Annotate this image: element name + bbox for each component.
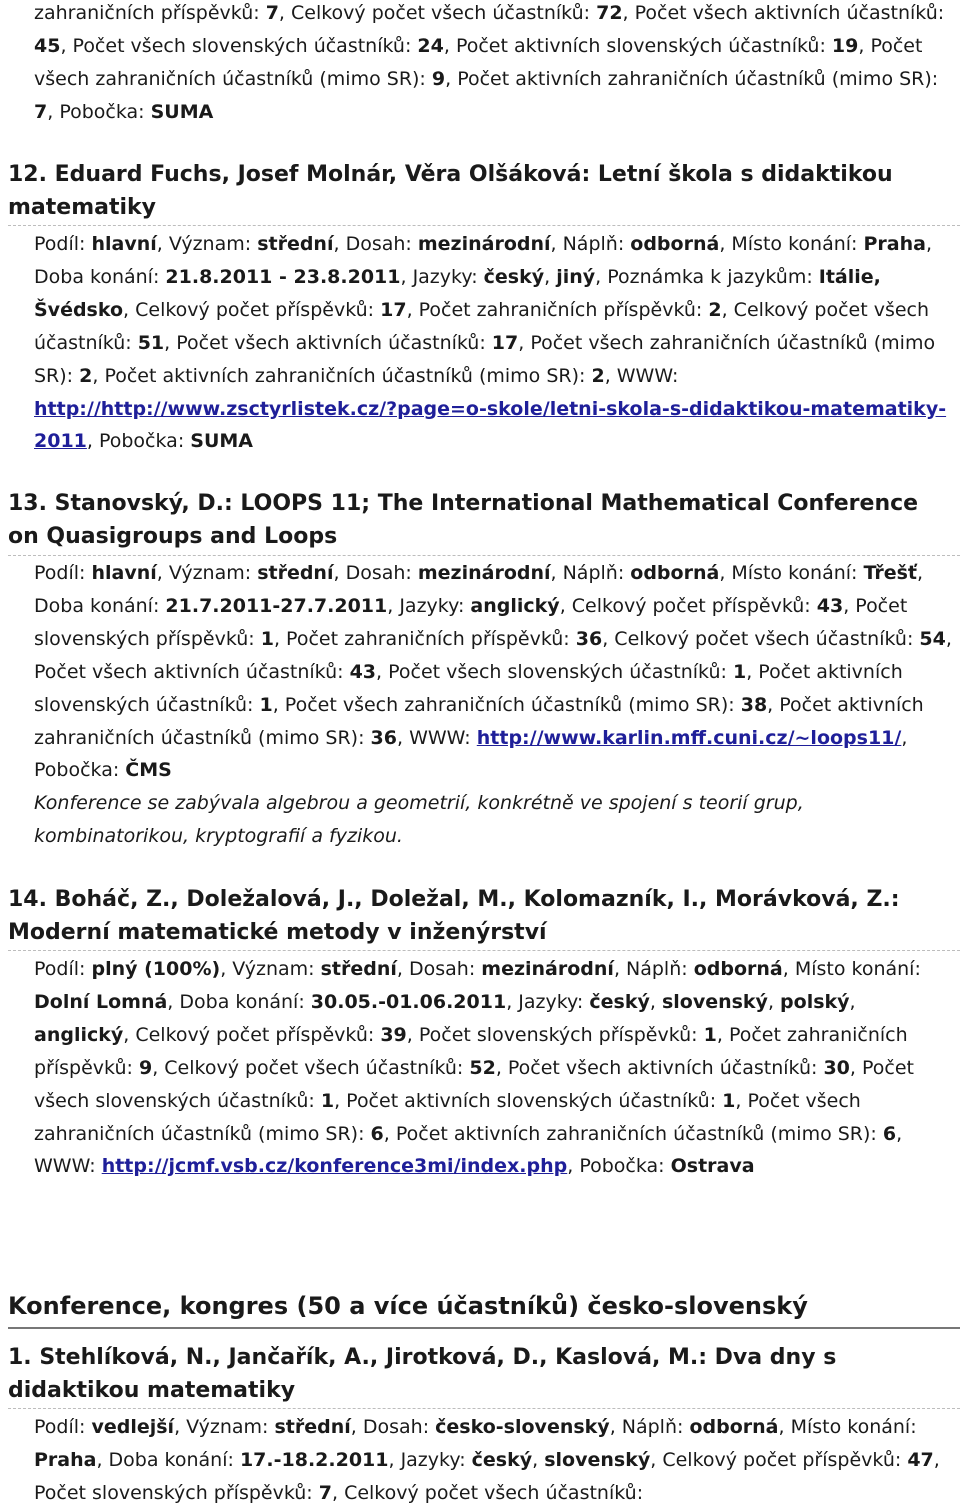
entry-14-title: 14. Boháč, Z., Doležalová, J., Doležal, M., Kolomazník, I., Morávková, Z.: Moderní matematické metody v inženýrství (8, 887, 900, 945)
entry-13-divider (8, 555, 960, 556)
entry-13-www-link[interactable]: http://www.karlin.mff.cuni.cz/~loops11/ (476, 726, 902, 749)
section-heading: Konference, kongres (50 a více účastníků) česko-slovenský (8, 1292, 808, 1320)
section-entry-1-divider (8, 1408, 960, 1409)
entry-13-note: Konference se zabývala algebrou a geometrií, konkrétně ve spojení s teorií grup, kombinatorikou, kryptografií a fyzikou. (34, 792, 804, 848)
entry-14-details: Podíl: plný (100%), Význam: střední, Dosah: mezinárodní, Náplň: odborná, Místo konání: Dolní Lomná, Doba konání: 30.05.-01.06.2011, Jazyky: český, slovenský, polský, anglický, Celkový počet příspěvků: 39, Počet slovenských příspěvků: 1, Počet zahraničních příspěvků: 9, Celkový počet všech účastníků: 52, Počet všech aktivních účastníků: 30, Počet všech slovenských účastníků: 1, Počet aktivních slovenských účastníků: 1, Počet všech zahraničních účastníků (mimo SR): 6, Počet aktivních zahraničních účastníků (mimo SR): 6, WWW: http://jcmf.vsb.cz/konference3mi/index.php, Pobočka: Ostrava (34, 958, 921, 1178)
entry-14-www-link[interactable]: http://jcmf.vsb.cz/konference3mi/index.php (101, 1155, 568, 1178)
entry-12-www-link[interactable]: http://http://www.zsctyrlistek.cz/?page=o-skole/letni-skola-s-didaktikou-matematiky-2011 (34, 397, 947, 453)
entry-12-divider (8, 225, 960, 226)
entry-14-divider (8, 950, 960, 951)
entry-12-details: Podíl: hlavní, Význam: střední, Dosah: mezinárodní, Náplň: odborná, Místo konání: Praha, Doba konání: 21.8.2011 - 23.8.2011, Jazyky: český, jiný, Poznámka k jazykům: Itálie, Švédsko, Celkový počet příspěvků: 17, Počet zahraničních příspěvků: 2, Celkový počet všech účastníků: 51, Počet všech aktivních účastníků: 17, Počet všech zahraničních účastníků (mimo SR): 2, Počet aktivních zahraničních účastníků (mimo SR): 2, WWW: http://http://www.zsctyrlistek.cz/?page=o-skole/letni-skola-s-didaktikou-matematiky-2011, Pobočka: SUMA (34, 233, 947, 453)
entry-13-title: 13. Stanovský, D.: LOOPS 11; The International Mathematical Conference on Quasigroups and Loops (8, 491, 919, 549)
entry-12-title: 12. Eduard Fuchs, Josef Molnár, Věra Olšáková: Letní škola s didaktikou matematiky (8, 162, 893, 220)
entry-13-details: Podíl: hlavní, Význam: střední, Dosah: mezinárodní, Náplň: odborná, Místo konání: Třešť, Doba konání: 21.7.2011-27.7.2011, Jazyky: anglický, Celkový počet příspěvků: 43, Počet slovenských příspěvků: 1, Počet zahraničních příspěvků: 36, Celkový počet všech účastníků: 54, Počet všech aktivních účastníků: 43, Počet všech slovenských účastníků: 1, Počet aktivních slovenských účastníků: 1, Počet všech zahraničních účastníků (mimo SR): 38, Počet aktivních zahraničních účastníků (mimo SR): 36, WWW: http://www.karlin.mff.cuni.cz/~loops11/, Pobočka: ČMS Konference se zabývala algebrou a geometrií, konkrétně ve spojení s teorií grup, kombinatorikou, kryptografií a fyzikou. (34, 562, 952, 848)
section-rule (8, 1327, 960, 1329)
section-entry-1-title: 1. Stehlíková, N., Jančařík, A., Jirotková, D., Kaslová, M.: Dva dny s didaktikou matematiky (8, 1345, 837, 1403)
prev-entry-details: zahraničních příspěvků: 7, Celkový počet všech účastníků: 72, Počet všech aktivních účastníků: 45, Počet všech slovenských účastníků: 24, Počet aktivních slovenských účastníků: 19, Počet všech zahraničních účastníků (mimo SR): 9, Počet aktivních zahraničních účastníků (mimo SR): 7, Pobočka: SUMA (34, 2, 945, 123)
section-entry-1-details: Podíl: vedlejší, Význam: střední, Dosah: česko-slovenský, Náplň: odborná, Místo konání: Praha, Doba konání: 17.-18.2.2011, Jazyky: český, slovenský, Celkový počet příspěvků: 47, Počet slovenských příspěvků: 7, Celkový počet všech účastníků: (34, 1416, 940, 1504)
